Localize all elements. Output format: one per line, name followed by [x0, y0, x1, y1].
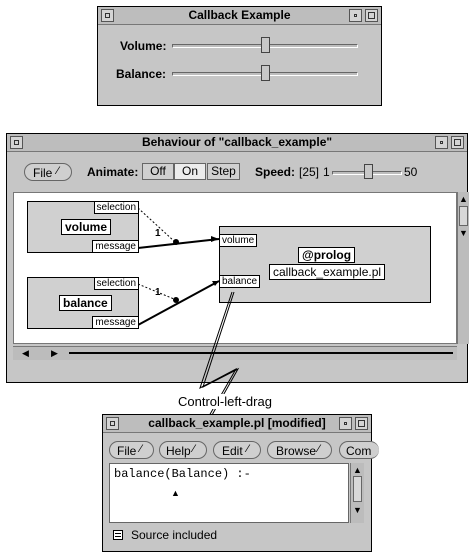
behaviour-window — [6, 133, 468, 383]
scroll-up-icon[interactable]: ▲ — [459, 194, 468, 204]
editor-compile-menu[interactable] — [339, 441, 379, 459]
prolog-node[interactable] — [219, 226, 431, 303]
balance-selection-port[interactable]: selection — [94, 277, 139, 290]
menu-arrow-icon: ⁄ — [57, 165, 59, 177]
code-line: balance(Balance) :- — [114, 467, 251, 481]
maximize-icon — [358, 420, 365, 427]
speed-slider-thumb[interactable] — [364, 164, 373, 179]
link-label: 1 — [155, 228, 161, 239]
editor-help-menu[interactable] — [159, 441, 207, 459]
maximize-button[interactable] — [451, 136, 464, 149]
speed-value: [25] — [299, 165, 320, 179]
window-title: Callback Example — [188, 8, 291, 22]
minimize-icon — [354, 14, 357, 17]
scroll-right-icon[interactable]: ▶ — [51, 348, 58, 358]
vertical-scrollbar[interactable] — [457, 192, 469, 344]
window-title: callback_example.pl [modified] — [148, 416, 326, 430]
volume-selection-port[interactable]: selection — [94, 201, 139, 214]
balance-message-link — [138, 281, 219, 325]
editor-vertical-scrollbar[interactable] — [350, 463, 364, 523]
source-status-icon — [113, 530, 123, 540]
menu-arrow-icon: ⁄ — [318, 443, 320, 455]
volume-node-name: volume — [61, 219, 111, 235]
menu-arrow-icon: ⁄ — [140, 443, 142, 455]
file-menu-button[interactable] — [24, 163, 72, 181]
volume-label: Volume: — [120, 39, 167, 53]
speed-min: 1 — [323, 165, 330, 179]
minimize-button[interactable] — [339, 417, 352, 430]
scroll-down-icon[interactable]: ▼ — [459, 228, 468, 238]
animate-off-button[interactable]: Off — [142, 163, 174, 180]
text-cursor-icon: ▲ — [171, 488, 180, 498]
scrollbar-thumb[interactable] — [459, 206, 468, 226]
editor-edit-menu[interactable] — [213, 441, 261, 459]
animate-step-button[interactable]: Step — [207, 163, 240, 180]
prolog-balance-port[interactable]: balance — [219, 275, 260, 288]
prolog-volume-port[interactable]: volume — [219, 234, 257, 247]
maximize-icon — [368, 12, 375, 19]
link-label: 1 — [155, 287, 161, 298]
animate-on-button[interactable]: On — [174, 163, 206, 180]
callback-example-window — [97, 6, 382, 106]
minimize-button[interactable] — [435, 136, 448, 149]
scroll-up-icon[interactable]: ▲ — [353, 465, 362, 475]
volume-slider-thumb[interactable] — [261, 37, 270, 53]
hscrollbar-trough — [69, 352, 453, 354]
minimize-button[interactable] — [349, 9, 362, 22]
editor-browse-menu[interactable] — [267, 441, 332, 459]
animate-label: Animate: — [87, 165, 139, 179]
scroll-down-icon[interactable]: ▼ — [353, 505, 362, 515]
status-text: Source included — [131, 528, 218, 542]
annotation-text: Control-left-drag — [178, 394, 272, 409]
diagram-canvas[interactable] — [13, 192, 457, 344]
balance-node[interactable] — [27, 277, 139, 329]
prolog-file-label: callback_example.pl — [269, 264, 385, 280]
menu-label: File — [117, 444, 137, 458]
behaviour-titlebar[interactable] — [7, 134, 467, 152]
scroll-left-icon[interactable]: ◀ — [22, 348, 29, 358]
prolog-node-name: @prolog — [298, 247, 355, 263]
menu-label: Browse — [276, 444, 317, 458]
menu-label: Help — [166, 444, 191, 458]
minimize-icon — [344, 422, 347, 425]
code-editor[interactable] — [109, 463, 349, 523]
volume-node[interactable] — [27, 201, 139, 253]
horizontal-scrollbar[interactable] — [13, 346, 457, 360]
minimize-icon — [440, 141, 443, 144]
volume-junction-dot — [173, 239, 179, 245]
file-menu-label: File — [33, 166, 53, 180]
editor-titlebar[interactable] — [103, 415, 371, 433]
arrow-head — [211, 236, 219, 242]
menu-label: Com — [346, 444, 372, 458]
balance-message-port[interactable]: message — [92, 316, 139, 329]
editor-file-menu[interactable] — [109, 441, 154, 459]
menu-arrow-icon: ⁄ — [193, 443, 195, 455]
balance-node-name: balance — [59, 295, 112, 311]
window-title: Behaviour of "callback_example" — [141, 135, 333, 149]
speed-label: Speed: — [255, 165, 296, 179]
balance-slider-thumb[interactable] — [261, 65, 270, 81]
menu-arrow-icon: ⁄ — [247, 443, 249, 455]
scrollbar-thumb[interactable] — [353, 476, 362, 502]
balance-junction-dot — [173, 297, 179, 303]
speed-max: 50 — [404, 165, 418, 179]
balance-label: Balance: — [116, 67, 167, 81]
menu-label: Edit — [222, 444, 243, 458]
editor-window — [102, 414, 372, 552]
maximize-button[interactable] — [365, 9, 378, 22]
maximize-icon — [454, 139, 461, 146]
volume-message-port[interactable]: message — [92, 240, 139, 253]
callback-titlebar[interactable] — [98, 7, 381, 25]
maximize-button[interactable] — [355, 417, 368, 430]
